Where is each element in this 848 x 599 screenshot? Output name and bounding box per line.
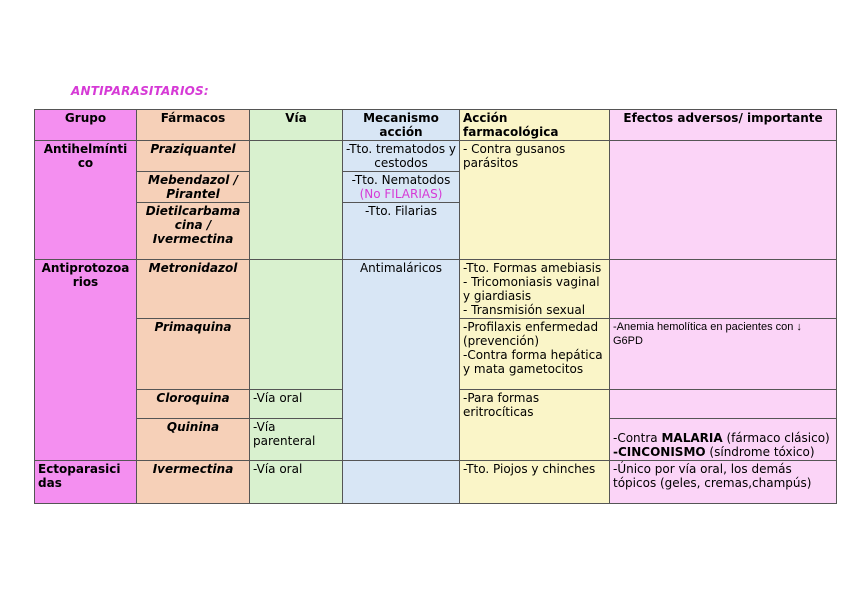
accion-primaquina-line: -Contra forma hepática y mata gametocitos — [463, 348, 603, 376]
mecanismo-mebendazol-note: (No FILARIAS) — [359, 187, 443, 201]
efectos-quinina-line2 — [613, 445, 833, 459]
via-quinina: -Vía parenteral — [250, 419, 343, 461]
header-accion: Acción farmacológica — [460, 110, 610, 141]
efectos-cloroquina — [610, 390, 837, 419]
header-grupo: Grupo — [35, 110, 137, 141]
table-row — [35, 141, 837, 172]
drug-praziquantel: Praziquantel — [137, 141, 250, 172]
accion-metronidazol-line: - Transmisión sexual — [463, 303, 586, 317]
header-mecanismo: Mecanismo acción — [343, 110, 460, 141]
accion-metronidazol-line: -Tto. Formas amebiasis — [463, 261, 602, 275]
drug-primaquina: Primaquina — [137, 319, 250, 390]
header-farmacos: Fármacos — [137, 110, 250, 141]
group-ectoparasicidas: Ectoparasici das — [35, 461, 137, 504]
drug-ivermectina: Ivermectina — [137, 461, 250, 504]
drug-mebendazol: Mebendazol / Pirantel — [137, 172, 250, 203]
mecanismo-ivermectina — [343, 461, 460, 504]
mecanismo-dietilcarbamacina: -Tto. Filarias — [343, 203, 460, 260]
efectos-quinina-suffix2: (síndrome tóxico) — [705, 445, 815, 459]
efectos-metronidazol — [610, 260, 837, 319]
efectos-quinina — [610, 419, 837, 461]
mecanismo-praziquantel: -Tto. trematodos y cestodos — [343, 141, 460, 172]
antiparasitarios-table — [34, 109, 837, 504]
efectos-quinina-prefix: -Contra — [613, 431, 662, 445]
mecanismo-mebendazol — [343, 172, 460, 203]
group-antihelminticos: Antihelmínti co — [35, 141, 137, 260]
efectos-quinina-cinconismo: -CINCONISMO — [613, 445, 706, 459]
accion-metronidazol-line: - Tricomoniasis vaginal y giardiasis — [463, 275, 600, 303]
drug-metronidazol: Metronidazol — [137, 260, 250, 319]
table-row — [35, 461, 837, 504]
group-antiprotozoarios: Antiprotozoa rios — [35, 260, 137, 461]
header-efectos: Efectos adversos/ importante — [610, 110, 837, 141]
header-via: Vía — [250, 110, 343, 141]
efectos-quinina-line1 — [613, 431, 833, 445]
drug-quinina: Quinina — [137, 419, 250, 461]
drug-cloroquina: Cloroquina — [137, 390, 250, 419]
accion-cloroquina-quinina: -Para formas eritrocíticas — [460, 390, 610, 461]
accion-metronidazol — [460, 260, 610, 319]
accion-ivermectina: -Tto. Piojos y chinches — [460, 461, 610, 504]
efectos-quinina-suffix: (fármaco clásico) — [722, 431, 830, 445]
efectos-quinina-malaria: MALARIA — [661, 431, 723, 445]
via-cloroquina: -Vía oral — [250, 390, 343, 419]
table-row — [35, 260, 837, 319]
efectos-ivermectina: -Único por vía oral, los demás tópicos (geles, cremas,champús) — [610, 461, 837, 504]
efectos-primaquina: -Anemia hemolítica en pacientes con ↓ G6PD — [610, 319, 837, 390]
header-row — [35, 110, 837, 141]
via-ivermectina: -Vía oral — [250, 461, 343, 504]
accion-primaquina — [460, 319, 610, 390]
mecanismo-mebendazol-text: -Tto. Nematodos — [351, 173, 451, 187]
mecanismo-antiprotozoarios: Antimaláricos — [343, 260, 460, 461]
via-metronidazol-primaquina — [250, 260, 343, 390]
accion-antihelminticos: - Contra gusanos parásitos — [460, 141, 610, 260]
accion-primaquina-line: -Profilaxis enfermedad (prevención) — [463, 320, 599, 348]
efectos-antihelminticos — [610, 141, 837, 260]
page-title: ANTIPARASITARIOS: — [71, 84, 209, 98]
via-antihelminticos — [250, 141, 343, 260]
drug-dietilcarbamacina: Dietilcarbama cina / Ivermectina — [137, 203, 250, 260]
